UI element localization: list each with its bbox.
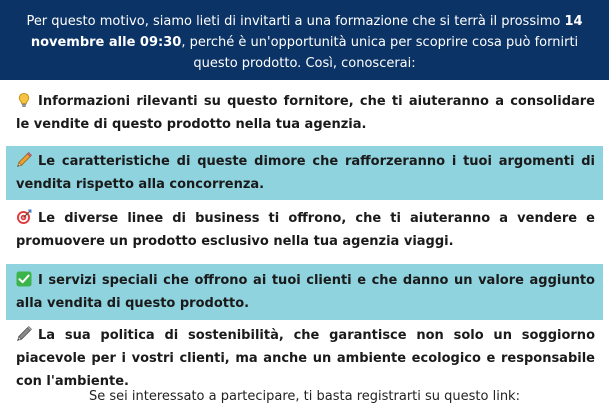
list-item	[6, 146, 603, 200]
intro-date: 14 novembre alle 09:30	[30, 14, 583, 50]
list-item	[6, 207, 603, 253]
intro-banner	[0, 0, 609, 80]
list-item-text: Le caratteristiche di queste dimore che rafforzeranno i tuoi argomenti di vendita rispetto alla concorrenza.	[16, 154, 595, 192]
list-item-text: Le diverse linee di business ti offrono, che ti aiuteranno a vendere e promuovere un prodotto esclusivo nella tua agenzia viaggi.	[16, 211, 595, 249]
list-item-text: Informazioni rilevanti su questo fornitore, che ti aiuteranno a consolidare le vendite di questo prodotto nella tua agenzia.	[16, 94, 595, 132]
check-box-icon	[16, 271, 32, 286]
list-item-text: I servizi speciali che offrono ai tuoi clienti e che danno un valore aggiunto alla vendita di questo prodotto.	[16, 273, 595, 311]
intro-text-1: Per questo motivo, siamo lieti di invitarti a una formazione che si terrà il prossimo	[26, 14, 565, 29]
target-icon	[16, 209, 32, 224]
pencil-icon	[16, 326, 32, 341]
list-item-text: La sua politica di sostenibilità, che garantisce non solo un soggiorno piacevole per i vostri clienti, ma anche un ambiente ecologico e responsabile con l'ambiente.	[16, 328, 595, 389]
footer-text: Se sei interessato a partecipare, ti basta registrarti su questo link:	[89, 389, 520, 404]
list-item	[6, 90, 603, 136]
intro-text-2: , perché è un'opportunità unica per scoprire cosa può fornirti questo prodotto. Così, conoscerai:	[181, 35, 579, 71]
pencil-icon	[16, 152, 32, 167]
lightbulb-icon	[16, 92, 32, 107]
list-item	[6, 264, 603, 320]
list-item	[6, 324, 603, 389]
